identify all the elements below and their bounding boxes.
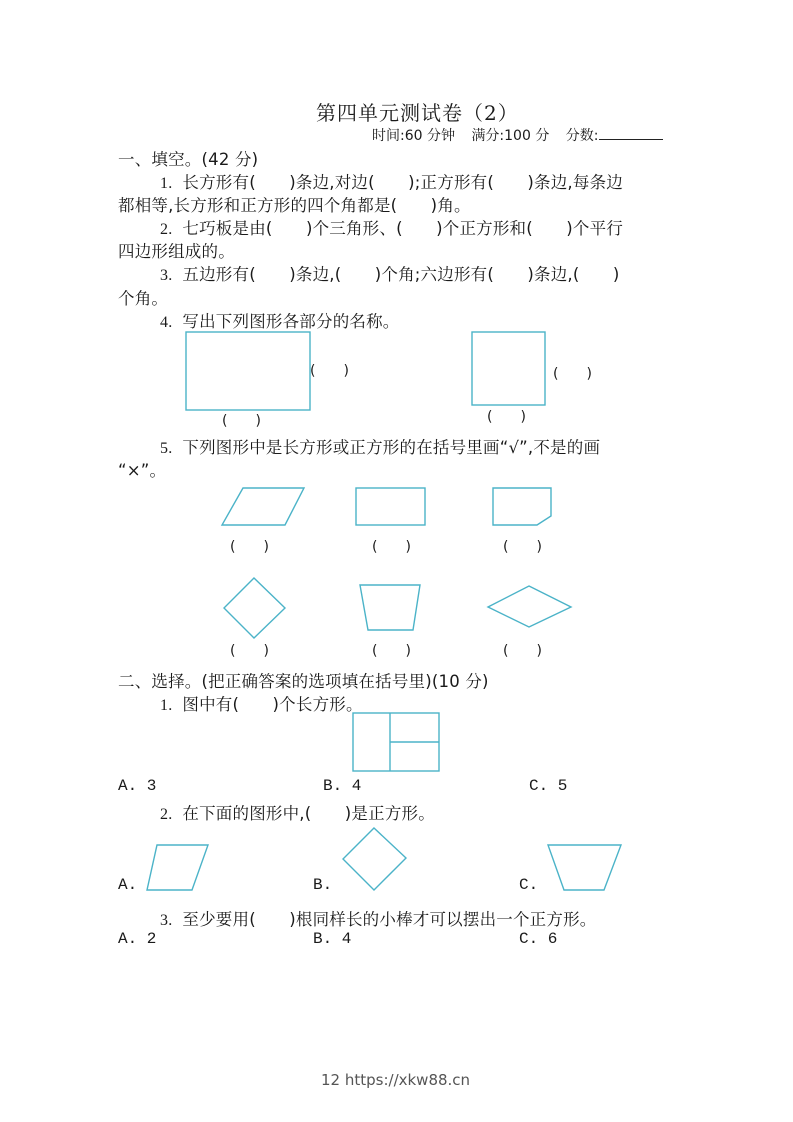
q1-2-line2: 四边形组成的。	[118, 242, 235, 261]
time-label: 时间:60 分钟	[372, 128, 455, 144]
q1-5-line2: “×”。	[118, 461, 167, 480]
q2-2-option-c[interactable]: C.	[519, 876, 539, 894]
q2-2-option-a[interactable]: A.	[118, 876, 138, 894]
q2-3-option-c[interactable]: C. 6	[519, 930, 558, 948]
q5-blank-4[interactable]: ( )	[230, 643, 269, 659]
q2-1-option-a[interactable]: A. 3	[118, 777, 157, 795]
section2-heading: 二、选择。(把正确答案的选项填在括号里)(10 分)	[118, 672, 489, 691]
q5-blank-2[interactable]: ( )	[372, 539, 411, 555]
q5-blank-3[interactable]: ( )	[503, 539, 542, 555]
page-footer: 12 https://xkw88.cn	[321, 1071, 471, 1089]
q5-blank-1[interactable]: ( )	[230, 539, 269, 555]
q1-3-text: 五边形有( )条边,( )个角;六边形有( )条边,( )	[182, 265, 620, 284]
q1-4-number: 4.	[160, 314, 173, 331]
q1-3-number: 3.	[160, 267, 173, 284]
q2-2-option-b[interactable]: B.	[313, 876, 333, 894]
q1-4-text: 写出下列图形各部分的名称。	[182, 312, 400, 331]
q2-1-option-b[interactable]: B. 4	[323, 777, 362, 795]
option-c-trapezoid	[548, 845, 621, 890]
square-side-blank[interactable]: ( )	[553, 366, 592, 382]
q2-3-number: 3.	[160, 912, 173, 929]
rect-bottom-blank[interactable]: ( )	[222, 413, 261, 429]
q2-1-number: 1.	[160, 697, 173, 714]
q1-5-number: 5.	[160, 440, 173, 457]
q5-blank-5[interactable]: ( )	[372, 643, 411, 659]
rect-side-blank[interactable]: ( )	[310, 363, 349, 379]
q5-blank-6[interactable]: ( )	[503, 643, 542, 659]
option-a-parallelogram	[147, 845, 208, 890]
q2-1-text: 图中有( )个长方形。	[182, 695, 363, 714]
q1-2-text: 七巧板是由( )个三角形、( )个正方形和( )个平行	[182, 219, 624, 238]
q2-1-option-c[interactable]: C. 5	[529, 777, 568, 795]
page-title: 第四单元测试卷（2）	[316, 101, 519, 125]
q1-1-text: 长方形有( )条边,对边( );正方形有( )条边,每条边	[182, 173, 623, 192]
square-bottom-blank[interactable]: ( )	[487, 409, 526, 425]
q2-2-number: 2.	[160, 806, 173, 823]
q1-2-number: 2.	[160, 221, 173, 238]
full-score-label: 满分:100 分	[471, 128, 550, 144]
q1-1-line2: 都相等,长方形和正方形的四个角都是( )角。	[118, 196, 471, 215]
q1-3-line2: 个角。	[118, 289, 169, 308]
q2-3-option-a[interactable]: A. 2	[118, 930, 157, 948]
q2-2-text: 在下面的图形中,( )是正方形。	[182, 804, 435, 823]
option-b-tilted-square	[343, 828, 406, 890]
score-label: 分数:	[565, 128, 599, 144]
q1-1-number: 1.	[160, 175, 173, 192]
q2-3-text: 至少要用( )根同样长的小棒才可以摆出一个正方形。	[182, 910, 597, 929]
section1-heading: 一、填空。(42 分)	[118, 150, 259, 169]
q2-3-line	[160, 906, 596, 930]
q1-5-text: 下列图形中是长方形或正方形的在括号里画“√”,不是的画	[182, 438, 601, 457]
q2-3-option-b[interactable]: B. 4	[313, 930, 352, 948]
